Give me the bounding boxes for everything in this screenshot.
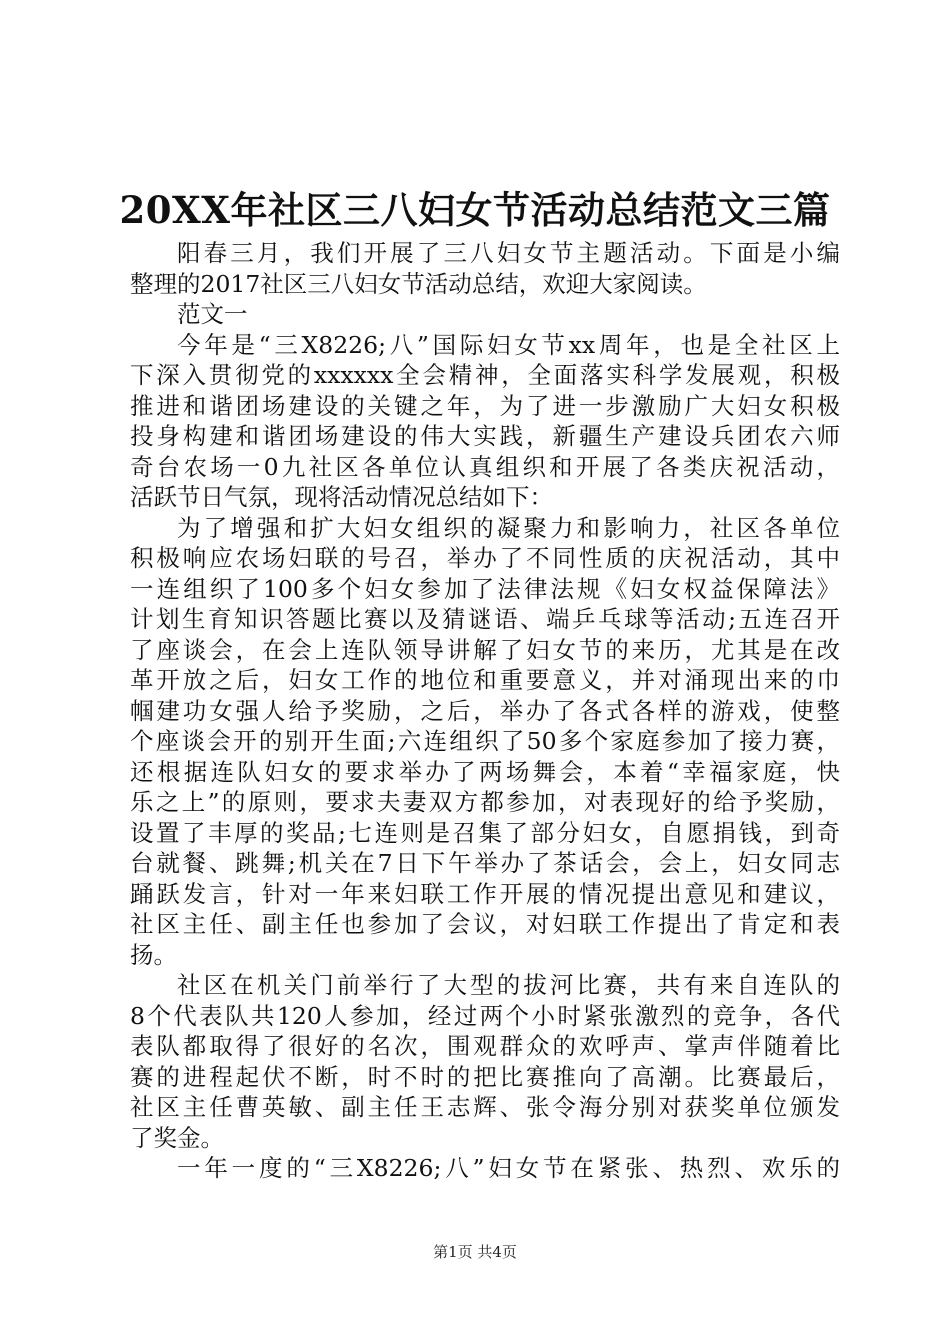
text-line: 表队都取得了很好的名次，围观群众的欢呼声、掌声伴随着比 bbox=[130, 1032, 840, 1060]
text-line: 下深入贯彻党的xxxxxx全会精神，全面落实科学发展观，积极 bbox=[130, 361, 840, 389]
text-line: 8个代表队共120人参加，经过两个小时紧张激烈的竞争，各代 bbox=[130, 1001, 840, 1030]
text-line: 社区主任、副主任也参加了会议，对妇联工作提出了肯定和表 bbox=[130, 910, 840, 938]
text-line: 了座谈会，在会上连队领导讲解了妇女节的来历，尤其是在改 bbox=[130, 635, 840, 664]
text-line: 活跃节日气氛，现将活动情况总结如下： bbox=[130, 483, 553, 511]
text-line: 帼建功女强人给予奖励，之后，举办了各式各样的游戏，使整 bbox=[130, 696, 840, 725]
text-line: 今年是“三X8226;八”国际妇女节xx周年，也是全社区上 bbox=[177, 330, 840, 359]
text-line: 了奖金。 bbox=[130, 1123, 224, 1152]
text-line: 一年一度的“三X8226;八”妇女节在紧张、热烈、欢乐的 bbox=[177, 1154, 840, 1182]
text-line: 计划生育知识答题比赛以及猜谜语、端乒乓球等活动;五连召开 bbox=[130, 605, 840, 633]
text-line: 奇台农场一0九社区各单位认真组织和开展了各类庆祝活动， bbox=[130, 452, 840, 481]
text-line: 赛的进程起伏不断，时不时的把比赛推向了高潮。比赛最后， bbox=[130, 1062, 840, 1091]
text-line: 设置了丰厚的奖品;七连则是召集了部分妇女，自愿捐钱，到奇 bbox=[130, 818, 840, 847]
text-line: 踊跃发言，针对一年来妇联工作开展的情况提出意见和建议， bbox=[130, 879, 840, 908]
text-line: 范文一 bbox=[177, 300, 248, 328]
text-line: 一连组织了100多个妇女参加了法律法规《妇女权益保障法》 bbox=[130, 574, 840, 603]
text-line: 为了增强和扩大妇女组织的凝聚力和影响力，社区各单位 bbox=[177, 513, 840, 542]
text-line: 扬。 bbox=[130, 940, 177, 969]
text-line: 乐之上”的原则，要求夫妻双方都参加，对表现好的给予奖励， bbox=[130, 788, 840, 816]
text-line: 个座谈会开的别开生面;六连组织了50多个家庭参加了接力赛， bbox=[130, 727, 840, 755]
text-line: 推进和谐团场建设的关键之年，为了进一步激励广大妇女积极 bbox=[130, 391, 840, 420]
text-line: 整理的2017社区三八妇女节活动总结，欢迎大家阅读。 bbox=[130, 269, 707, 298]
text-line: 还根据连队妇女的要求举办了两场舞会，本着“幸福家庭，快 bbox=[130, 757, 840, 786]
page-footer: 第1页 共4页 bbox=[433, 1243, 517, 1261]
document-title: 20XX年社区三八妇女节活动总结范文三篇 bbox=[119, 188, 831, 232]
text-line: 社区在机关门前举行了大型的拔河比赛，共有来自连队的 bbox=[177, 971, 840, 999]
text-line: 革开放之后，妇女工作的地位和重要意义，并对涌现出来的巾 bbox=[130, 666, 840, 694]
text-line: 社区主任曹英敏、副主任王志辉、张令海分别对获奖单位颁发 bbox=[130, 1093, 840, 1121]
document-body bbox=[130, 238, 840, 1184]
text-line: 台就餐、跳舞;机关在7日下午举办了茶话会，会上，妇女同志 bbox=[130, 849, 840, 877]
text-line: 积极响应农场妇联的号召，举办了不同性质的庆祝活动，其中 bbox=[130, 544, 840, 572]
text-line: 投身构建和谐团场建设的伟大实践，新疆生产建设兵团农六师 bbox=[130, 422, 840, 450]
text-line: 阳春三月，我们开展了三八妇女节主题活动。下面是小编 bbox=[177, 239, 840, 267]
